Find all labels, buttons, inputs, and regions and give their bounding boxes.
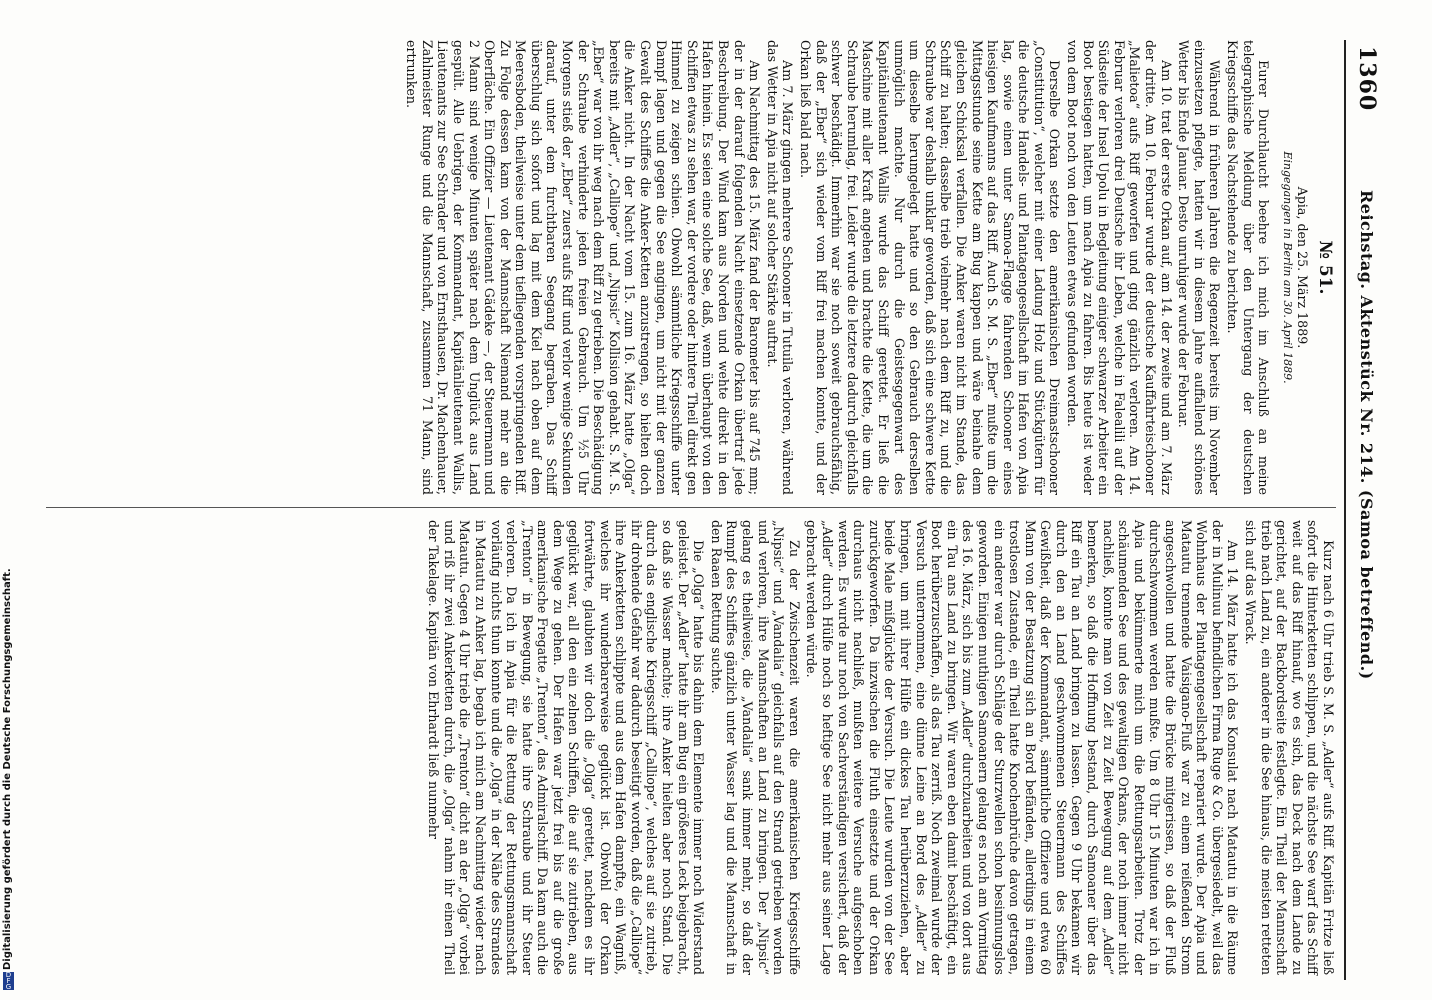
paragraph: Zu der Zwischenzeit waren die amerikanischen Kriegsschiffe „Nipsic“ und „Vandalia“ gleichfalls auf den Strand getrieben worden und verloren, ihre Mannschaften an Land zu bringen. Der „Nipsic“ gelang es theilweise, die „Vandalia“ sank immer mehr, so daß der Rumpf des Schiffes gänzlich unter Wasser lag und die Mannschaft in den Raaen Rettung suchte. bbox=[708, 520, 802, 975]
page-header bbox=[1348, 40, 1382, 980]
paragraph: Derselbe Orkan setzte den amerikanischen Dreimastschooner „Constitution“, welcher mit einer Ladung Holz und Stückgütern für die deutsche Handels- und Plantagengesellschaft im Hafen von Apia lag, sowie einen unter Samoa-Flagge fahrenden Schooner eines hiesigen Kaufmanns auf das Riff. Auch S. M. S. „Eber“ mußte um die Mittagsstunde seine Kette am Bug kappen und wäre beinahe dem gleichen Schicksal verfallen. Die Anker waren nicht im Stande, das Schiff zu halten; dasselbe trieb vielmehr nach dem Riff zu, und die Schraube war deshalb unklar geworden, daß sich eine schwere Kette um dieselbe herumgelegt hatte und so den Gebrauch derselben unmöglich machte. Nur durch die Geistesgegenwart des Kapitänlieutenant Wallis wurde das Schiff gerettet. Er ließ die Maschine mit aller Kraft angehen und brachte die Kette, die um die Schraube herumlag, frei. Leider wurde die letztere dadurch gleichfalls schwer beschädigt. Immerhin war sie noch soweit gebrauchsfähig, daß der „Eber“ sich wieder vom Riff frei machen konnte, und der Orkan ließ bald nach. bbox=[798, 40, 1063, 495]
page-number: 1360 bbox=[1354, 46, 1380, 112]
paragraph: Während in früheren Jahren die Regenzeit bereits im November einzusetzen pflegte, hatten wir in diesem Jahre auffallend schönes Wetter bis Ende Januar. Desto unruhiger wurde der Februar. bbox=[1176, 40, 1223, 495]
right-column bbox=[46, 520, 1336, 975]
paragraph: Am 7. März gingen mehrere Schooner in Tutuila verloren, während das Wetter in Apia nicht auf solcher Stärke auftrat. bbox=[764, 40, 796, 495]
digitization-credit: Digitalisierung gefördert durch die Deutsche Forschungsgemeinschaft. bbox=[2, 568, 13, 970]
rotated-page-content bbox=[42, 40, 1382, 980]
received-note: Eingegangen in Berlin am 30. April 1889. bbox=[1280, 151, 1294, 384]
paragraph: Am 10. trat der erste Orkan auf, am 14. der zweite und am 7. März der dritte. Am 10. Februar wurde der deutsche Kauffahrteischooner „Malietoa“ aufs Riff geworfen und ging gänzlich verloren. Am 14. Februar verloren drei Deutsche ihr Leben, welche in Falealili auf der Südseite der Insel Upolu in Begleitung einiger schwarzer Arbeiter ein Boot bestiegen hatten, um nach Apia zu fahren. Bis heute ist weder von dem Boot noch von den Leuten etwas gefunden worden. bbox=[1065, 40, 1174, 495]
paragraph: Kurz nach 6 Uhr trieb S. M. S. „Adler“ aufs Riff. Kapitän Fritze ließ sofort die Hinterketten schlippen, und die nächste See warf das Schiff weit auf das Riff hinauf, wo es sich, das Deck nach dem Lande zu gerichtet, auf der Backbordseite festlegte. Ein Theil der Mannschaft trieb nach Land zu, ein anderer in die See hinaus, die meisten retteten sich auf das Wrack. bbox=[1243, 520, 1336, 975]
paragraph: Am 14. März hatte ich das Konsulat nach Matautu in die Räume der in Mulinuu befindlichen Firma Ruge & Co. übergesiedelt, weil das Wohnhaus der Plantagengesellschaft repariert wurde. Der Apia und Matautu trennende Vaisigano-Fluß war zu einem reißenden Strom angeschwollen und hatte die Brücke mitgerissen, so daß der Fluß durchschwommen werden mußte. Um 8 Uhr 15 Minuten war ich in Apia und bekümmerte mich um die Rettungsarbeiten. Trotz der schäumenden See und des gewaltigen Orkans, der noch immer nicht nachließ, konnte man von Zeit zu Zeit Bewegung auf dem „Adler“ bemerken, so daß die Hoffnung bestand, durch Samoaner über das Riff ein Tau an Land bringen zu lassen. Gegen 9 Uhr bekamen wir durch den an Land geschwommenen Steuermann des Schiffes Gewißheit, daß der Kommandant, sämmtliche Offiziere und etwa 60 Mann von der Besatzung sich an Bord befänden, allerdings in einem trostlosen Zustande, ein Theil hatte Knochenbrüche davon getragen, ein anderer war durch Schläge der Sturzwellen schon besinnungslos geworden. Einigen muthigen Samoanern gelang es noch am Vormittag des 16. März, sich bis zum „Adler“ durchzuarbeiten und von dort aus ein Tau ans Land zu bringen. Wir waren eben damit beschäftigt, ein Boot herüberzuschaffen, als das Tau zerriß. Noch zweimal wurde der Versuch unternommen, eine dünne Leine an Bord des „Adler“ zu bringen, um mit ihrer Hülfe ein dickes Tau herüberzuziehen, aber beide Male mißglückte der Versuch. Die Leute wurden von der See zurückgeworfen. Da inzwischen die Fluth einsetzte und der Orkan durchaus nicht nachließ, mußten weitere Versuche aufgeschoben werden. Es wurde nur noch von Sachverständigen versichert, daß der „Adler“ durch Hülfe noch so heftige See nicht mehr aus seiner Lage gebracht werden würde. bbox=[804, 520, 1241, 975]
dateline: Apia, den 25. März 1889. bbox=[1295, 186, 1311, 349]
header-rule bbox=[1344, 40, 1346, 980]
paragraph: Eurer Durchlaucht beehre ich mich im Anschluß an meine telegraphische Meldung über den Untergang der deutschen Kriegsschiffe das Nachstehende zu berichten. bbox=[1225, 40, 1272, 495]
running-head: Reichstag. Aktenstück Nr. 214. (Samoa betreffend.) bbox=[1357, 190, 1376, 680]
dfg-logo-icon: D F G bbox=[3, 972, 14, 990]
column-divider bbox=[46, 507, 1336, 508]
paragraph: Die „Olga“ hatte bis dahin dem Elemente immer noch Widerstand geleistet. Der „Adler“ hatte ihr am Bug ein größeres Leck beigebracht, so daß sie Wasser machte; ihre Anker hielten aber noch Stand. Die durch das englische Kriegsschiff „Calliope“, welches auf sie zutrieb, ihr drohende Gefahr war dadurch beseitigt worden, daß die „Calliope“ ihre Ankerketten schlippte und aus dem Hafen dampfte, ein Wagniß, welches ihr wunderbarerweise geglückt ist. Obwohl der Orkan fortwährte, glaubten wir doch die „Olga“ gerettet, nachdem es ihr geglückt war, all den ein zelnen Schiffen, die auf sie zutrieben, aus dem Wege zu gehen. Der Hafen war jetzt frei bis auf die große amerikanische Fregatte „Trenton“, das Admiralschiff. Da kam auch die „Trenton“ in Bewegung, sie hatte ihre Schraube und ihr Steuer verloren. Da ich in Apia für die Rettung der Rettungsmannschaft vorläufig nichts thun konnte und die „Olga“ in der Nähe des Strandes in Matautu zu Anker lag, begab ich mich am Nachmittag wieder nach Matautu. Gegen 4 Uhr trieb die „Trenton“ dicht an der „Olga“ vorbei und riß ihr zwei Ankerketten durch, die „Olga“ nahm ihr einen Theil der Takelage. Kapitän von Ehrhardt ließ nunmehr bbox=[426, 520, 707, 975]
issue-number: № 51. bbox=[1315, 240, 1335, 295]
left-column bbox=[404, 40, 1336, 495]
paragraph: Am Nachmittag des 15. März fand der Barometer bis auf 745 mm; der in der darauf folgenden Nacht einsetzende Orkan übertraf jede Beschreibung. Der Wind kam aus Norden und wehte direkt in den Hafen hinein. Es seien eine solche See, daß, wenn überhaupt von den Schiffen etwas zu sehen war, der vordere oder hintere Theil direkt gen Himmel zu zeigen schien. Obwohl sämmtliche Kriegsschiffe unter Dampf lagen und gegen die See angingen, um nicht mit der ganzen Gewalt des Schiffes die Anker-Ketten anzustrengen, so hielten doch die Anker nicht. In der Nacht vom 15. zum 16. März hatte „Olga“ bereits mit „Adler“, „Calliope“ und „Nipsic“ Kollision gehabt. S. M. S. „Eber“ war von ihr weg nach dem Riff zu getrieben. Die Beschädigung der Schraube verhinderte jeden freien Gebrauch. Um ½5 Uhr Morgens stieß der „Eber“ zuerst aufs Riff und verlor wenige Sekunden darauf, unter dem furchtbaren Seegang begraben. Das Schiff überschlug sich sofort und lag mit dem Kiel nach oben auf dem Meeresboden, theilweise unter dem tiefliegenden vorspringenden Riff. Zu Folge dessen kam von der Mannschaft Niemand mehr an die Oberfläche. Ein Offizier — Lieutenant Gädeke —, der Steuermann und 2 Mann sind wenige Minuten später nach dem Unglück aus Land gespült. Alle Uebrigen, der Kommandant, Kapitänlieutenant Wallis, Lieutenants zur See Schrader und von Ernsthausen, Dr. Machenhauer, Zahlmeister Runge und die Mannschaft, zusammen 71 Mann, sind ertrunken. bbox=[404, 40, 763, 495]
